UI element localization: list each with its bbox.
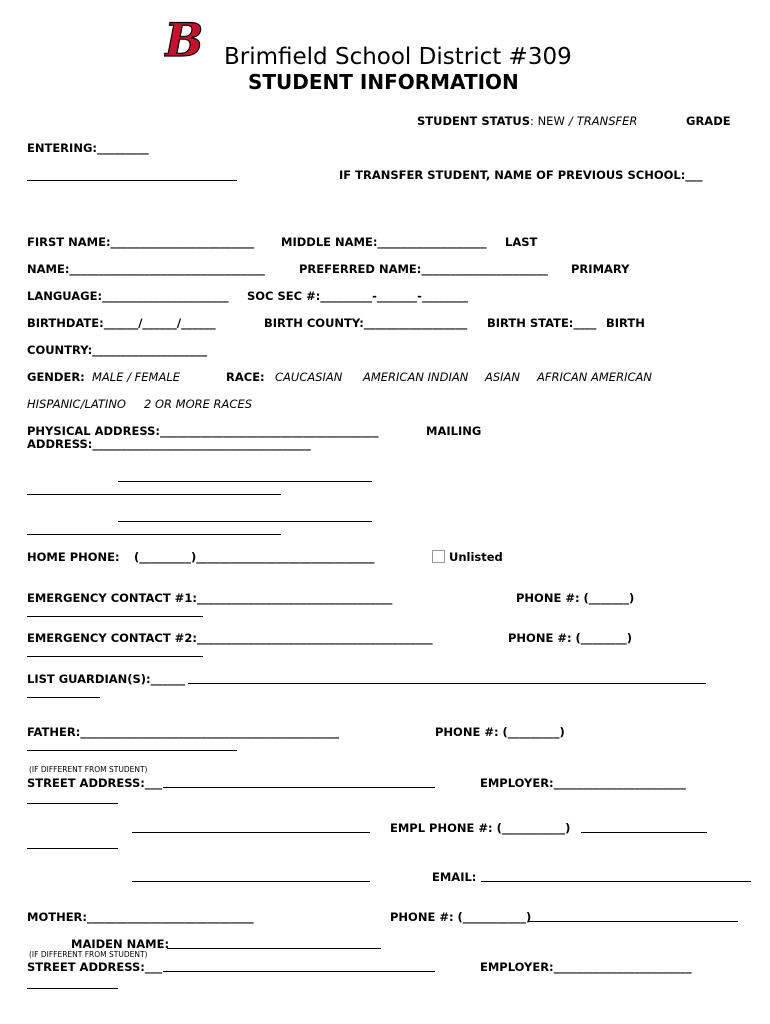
mailing-address-field[interactable]: ADDRESS:______________________________________ bbox=[27, 437, 311, 451]
district-title: Brimfield School District #309 bbox=[224, 44, 572, 70]
form-title: STUDENT INFORMATION bbox=[248, 70, 519, 94]
status-label: STUDENT STATUS bbox=[417, 114, 531, 128]
father-address-line[interactable] bbox=[27, 848, 118, 849]
ssn-field[interactable]: SOC SEC #:_________-_______-________ bbox=[247, 289, 468, 303]
last-name-field[interactable]: NAME:__________________________________ bbox=[27, 262, 265, 276]
status-transfer[interactable]: TRANSFER bbox=[576, 114, 638, 128]
previous-school-line[interactable] bbox=[27, 180, 237, 181]
physical-address-field[interactable]: PHYSICAL ADDRESS:______________________________________ bbox=[27, 424, 379, 438]
emergency-contact-1-line[interactable] bbox=[27, 616, 203, 617]
mother-employer-field[interactable]: EMPLOYER:________________________ bbox=[480, 960, 692, 974]
status-new[interactable]: NEW bbox=[537, 114, 565, 128]
school-logo bbox=[164, 14, 204, 62]
mother-phone-line[interactable] bbox=[528, 921, 738, 922]
entering-field[interactable]: ENTERING:_________ bbox=[27, 141, 149, 155]
address-line[interactable] bbox=[118, 521, 372, 522]
father-employer-phone-line[interactable] bbox=[581, 832, 707, 833]
previous-school-field[interactable]: IF TRANSFER STUDENT, NAME OF PREVIOUS SCHOOL:___ bbox=[339, 168, 703, 182]
unlisted-checkbox[interactable] bbox=[432, 550, 445, 563]
first-name-field[interactable]: FIRST NAME:_________________________ bbox=[27, 235, 255, 249]
birthdate-field[interactable]: BIRTHDATE:______/______/______ bbox=[27, 316, 216, 330]
father-name-line[interactable] bbox=[27, 750, 237, 751]
mother-street-line[interactable] bbox=[163, 971, 435, 972]
mother-street-address-field[interactable]: STREET ADDRESS:___ bbox=[27, 960, 163, 974]
middle-name-field[interactable]: MIDDLE NAME:___________________ bbox=[281, 235, 487, 249]
father-address-line[interactable] bbox=[27, 803, 118, 804]
emergency-contact-2-line[interactable] bbox=[27, 656, 203, 657]
emergency-contact-2-phone[interactable]: PHONE #: (________) bbox=[508, 631, 633, 645]
unlisted-label: Unlisted bbox=[449, 550, 503, 564]
race-option-american-indian[interactable]: AMERICAN INDIAN bbox=[363, 370, 469, 384]
gender-options[interactable]: MALE / FEMALE bbox=[92, 370, 180, 384]
mother-address-line[interactable] bbox=[27, 988, 118, 989]
mother-phone-field[interactable]: PHONE #: (___________) bbox=[390, 910, 532, 924]
father-phone-field[interactable]: PHONE #: (_________) bbox=[435, 725, 565, 739]
gender-label: GENDER: bbox=[27, 370, 85, 384]
last-name-label: LAST bbox=[505, 235, 538, 249]
race-option-hispanic[interactable]: HISPANIC/LATINO bbox=[27, 397, 126, 411]
birth-state-field[interactable]: BIRTH STATE:____ bbox=[487, 316, 597, 330]
father-email-field[interactable] bbox=[481, 881, 751, 882]
race-option-caucasian[interactable]: CAUCASIAN bbox=[275, 370, 343, 384]
father-street-address-field[interactable]: STREET ADDRESS:___ bbox=[27, 776, 163, 790]
birth-label: BIRTH bbox=[606, 316, 645, 330]
emergency-contact-1-phone[interactable]: PHONE #: (_______) bbox=[516, 591, 635, 605]
primary-label: PRIMARY bbox=[571, 262, 630, 276]
race-option-multiple[interactable]: 2 OR MORE RACES bbox=[144, 397, 253, 411]
emergency-contact-2-field[interactable]: EMERGENCY CONTACT #2:_________________________________________ bbox=[27, 631, 433, 645]
student-status: STUDENT STATUS: NEW / TRANSFER bbox=[417, 114, 638, 128]
guardians-line[interactable] bbox=[188, 683, 706, 684]
mailing-label: MAILING bbox=[426, 424, 482, 438]
address-line[interactable] bbox=[118, 481, 372, 482]
home-phone-label: HOME PHONE: bbox=[27, 550, 120, 564]
language-field[interactable]: LANGUAGE:______________________ bbox=[27, 289, 229, 303]
mother-maiden-name-field[interactable] bbox=[167, 948, 381, 949]
father-street-line[interactable] bbox=[163, 787, 435, 788]
address-line[interactable] bbox=[27, 494, 281, 495]
race-option-african-american[interactable]: AFRICAN AMERICAN bbox=[537, 370, 652, 384]
father-address-note: (IF DIFFERENT FROM STUDENT) bbox=[29, 765, 148, 774]
race-option-asian[interactable]: ASIAN bbox=[485, 370, 521, 384]
father-employer-phone-field[interactable]: EMPL PHONE #: (___________) bbox=[390, 821, 571, 835]
emergency-contact-1-field[interactable]: EMERGENCY CONTACT #1:__________________________________ bbox=[27, 591, 393, 605]
mother-name-field[interactable]: MOTHER:_____________________________ bbox=[27, 910, 254, 924]
father-employer-field[interactable]: EMPLOYER:_______________________ bbox=[480, 776, 686, 790]
father-email-label: EMAIL: bbox=[432, 870, 477, 884]
guardians-field[interactable]: LIST GUARDIAN(S):______ bbox=[27, 672, 186, 686]
guardians-line-2[interactable] bbox=[27, 697, 100, 698]
grade-label: GRADE bbox=[686, 114, 731, 128]
preferred-name-field[interactable]: PREFERRED NAME:______________________ bbox=[299, 262, 548, 276]
mother-address-note: (IF DIFFERENT FROM STUDENT) bbox=[29, 950, 148, 959]
race-label: RACE: bbox=[226, 370, 265, 384]
father-address-line[interactable] bbox=[132, 832, 370, 833]
mother-maiden-name-label: MAIDEN NAME: bbox=[71, 937, 170, 951]
father-name-field[interactable]: FATHER:_____________________________________________ bbox=[27, 725, 340, 739]
birth-county-field[interactable]: BIRTH COUNTY:__________________ bbox=[264, 316, 468, 330]
home-phone-field[interactable]: (_________)_______________________________ bbox=[134, 550, 375, 564]
birth-country-field[interactable]: COUNTRY:____________________ bbox=[27, 343, 208, 357]
father-address-line[interactable] bbox=[132, 881, 370, 882]
address-line[interactable] bbox=[27, 534, 281, 535]
logo-letter: B bbox=[164, 14, 204, 62]
